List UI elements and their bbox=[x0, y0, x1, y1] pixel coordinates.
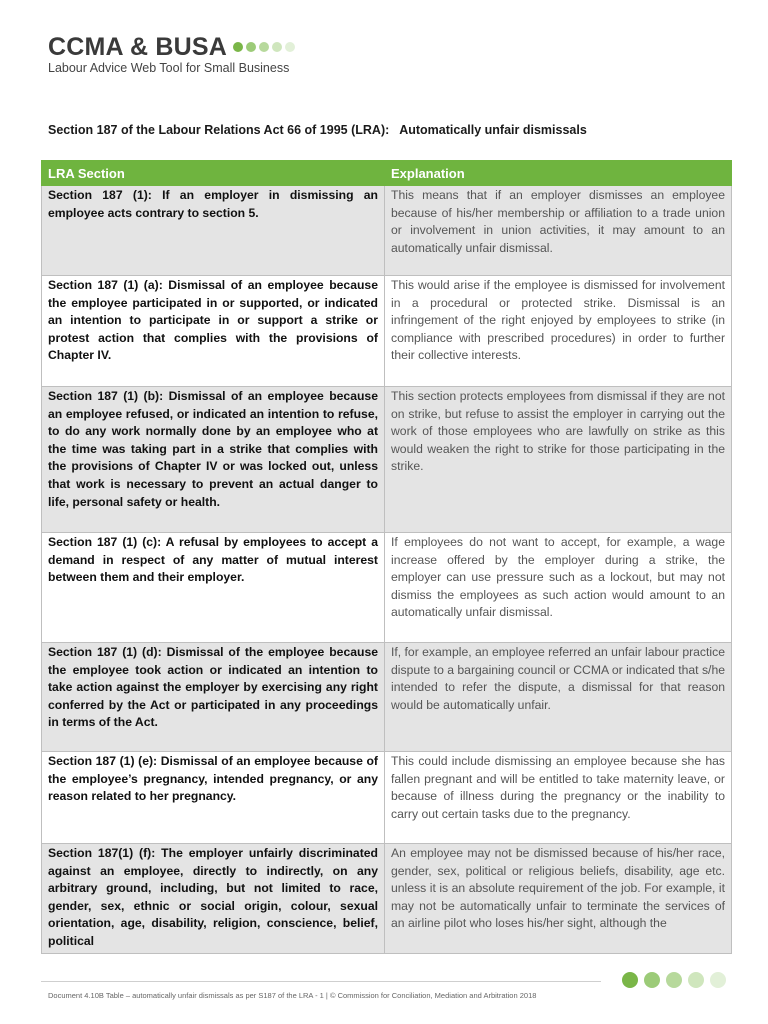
document-title: Section 187 of the Labour Relations Act 66 of 1995 (LRA): Automatically unfair dismissals bbox=[48, 123, 587, 137]
table-row bbox=[42, 643, 732, 752]
ccma-busa-logo bbox=[48, 34, 295, 75]
footer-dot bbox=[710, 972, 726, 988]
section-cell: Section 187 (1) (c): A refusal by employees to accept a demand in respect of any matter of mutual interest between them and their employer. bbox=[42, 533, 385, 643]
table-row bbox=[42, 276, 732, 387]
explanation-cell bbox=[385, 844, 732, 954]
footer-dot bbox=[666, 972, 682, 988]
logo-dot bbox=[259, 42, 269, 52]
logo-title-row bbox=[48, 34, 295, 60]
header-lra-section: LRA Section bbox=[42, 161, 385, 186]
footer-dots bbox=[622, 972, 726, 988]
section-cell: Section 187 (1): If an employer in dismissing an employee acts contrary to section 5. bbox=[42, 186, 385, 276]
footer-dot bbox=[644, 972, 660, 988]
footer-dot bbox=[688, 972, 704, 988]
explanation-cell: This would arise if the employee is dismissed for involvement in a procedural or protected strike. Dismissal is an infringement of the right enjoyed by employees to strike (in compliance with prescribed procedures) in order to further their collective interests. bbox=[385, 276, 732, 387]
footer-dot bbox=[622, 972, 638, 988]
section-text: Section 187(1) (f): The employer unfairly discriminated against an employee, directly to indirectly, on any arbitrary ground, including, but not limited to race, gender, sex, ethnic or social origin, colour, sexual orientation, age, disability, religion, conscience, belief, political bbox=[48, 846, 378, 948]
section-cell: Section 187 (1) (b): Dismissal of an employee because an employee refused, or indicated an intention to refuse, to do any work normally done by an employee who at the time was taking part in a strike that complies with the provisions of Chapter IV or was locked out, unless that work is necessary to prevent an actual danger to life, personal safety or health. bbox=[42, 387, 385, 533]
section-cell: Section 187 (1) (a): Dismissal of an employee because the employee participated in or supported, or indicated an intention to participate in or support a strike or protest action that complies with the provisions of Chapter IV. bbox=[42, 276, 385, 387]
section-cell: Section 187 (1) (d): Dismissal of the employee because the employee took action or indicated an intention to take action against the employer by exercising any right conferred by the Act or participated in any proceedings in terms of the Act. bbox=[42, 643, 385, 752]
section-cell: Section 187 (1) (e): Dismissal of an employee because of the employee’s pregnancy, intended pregnancy, or any reason related to her pregnancy. bbox=[42, 752, 385, 844]
section-cell bbox=[42, 844, 385, 954]
logo-dot bbox=[233, 42, 243, 52]
table-row bbox=[42, 533, 732, 643]
explanation-cell: If, for example, an employee referred an unfair labour practice dispute to a bargaining council or CCMA or indicated that s/he intended to refer the dispute, a dismissal for that reason would be automatically unfair. bbox=[385, 643, 732, 752]
explanation-text: An employee may not be dismissed because of his/her race, gender, sex, political or religious beliefs, disability, age etc. unless it is an absolute requirement of the job. For example, it may not be automatically unfair to terminate the services of an airline pilot who loses his/her sight, although the bbox=[391, 846, 725, 931]
footer-divider bbox=[41, 981, 601, 982]
table-row bbox=[42, 186, 732, 276]
logo-dots bbox=[233, 42, 295, 52]
logo-dot bbox=[272, 42, 282, 52]
lra-section-table bbox=[41, 160, 732, 954]
explanation-cell: This section protects employees from dismissal if they are not on strike, but refuse to assist the employer in carrying out the work of those employees who are lawfully on strike as this would weaken the right to strike for those participating in the strike. bbox=[385, 387, 732, 533]
table-row bbox=[42, 387, 732, 533]
logo-title: CCMA & BUSA bbox=[48, 33, 228, 61]
table-row bbox=[42, 752, 732, 844]
explanation-cell: This could include dismissing an employee because she has fallen pregnant and will be entitled to take maternity leave, or because of illness during the pregnancy or the inability to carry out certain tasks due to the pregnancy. bbox=[385, 752, 732, 844]
explanation-cell: If employees do not want to accept, for example, a wage increase offered by the employer during a strike, the employer can use pressure such as a lockout, but may not dismiss the employees as such action would amount to an automatically unfair dismissal. bbox=[385, 533, 732, 643]
explanation-cell: This means that if an employer dismisses an employee because of his/her membership or affiliation to a trade union or involvement in union activities, it may amount to an automatically unfair dismissal. bbox=[385, 186, 732, 276]
footer-text: Document 4.10B Table – automatically unfair dismissals as per S187 of the LRA - 1 | © Commission for Conciliation, Mediation and Arbitration 2018 bbox=[48, 991, 537, 1000]
table-header-row bbox=[42, 161, 732, 186]
logo-subtitle: Labour Advice Web Tool for Small Business bbox=[48, 61, 290, 75]
logo-dot bbox=[246, 42, 256, 52]
header-explanation: Explanation bbox=[385, 161, 732, 186]
table-row bbox=[42, 844, 732, 954]
logo-dot bbox=[285, 42, 295, 52]
